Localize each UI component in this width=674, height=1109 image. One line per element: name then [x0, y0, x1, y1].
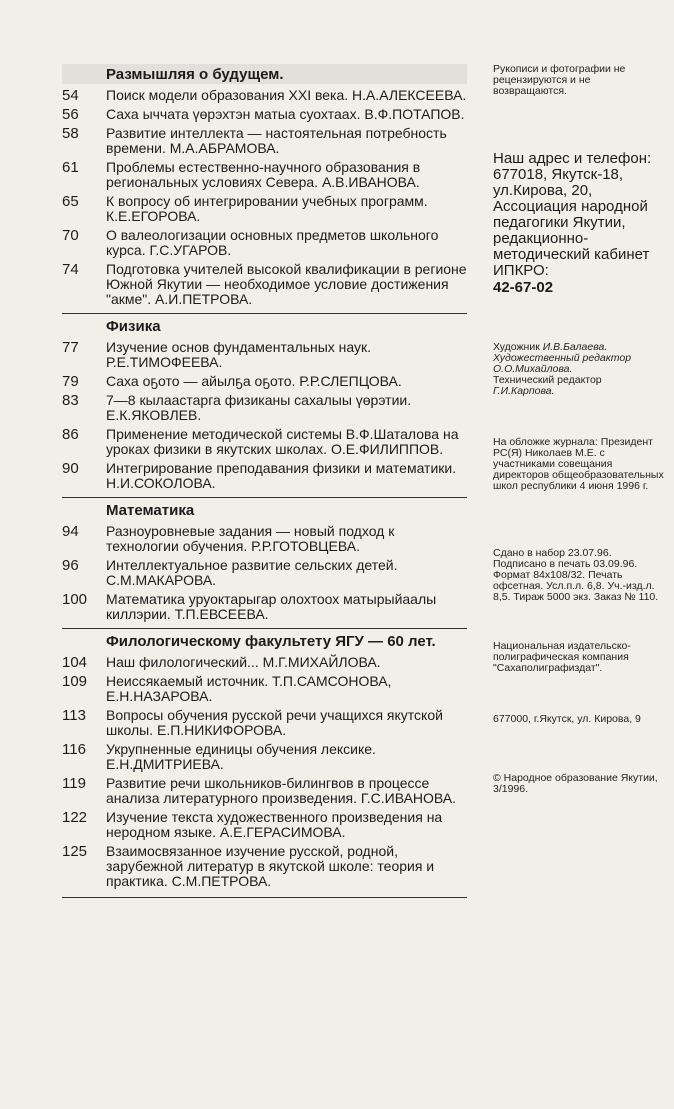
page-number: 122: [62, 809, 88, 826]
bottom-divider: [62, 897, 467, 898]
art-editor: Художественный редактор О.О.Михайлова.: [493, 352, 632, 375]
entry-text: Изучение основ фундаментальных наук. Р.Е.ТИМОФЕЕВА.: [106, 339, 372, 370]
toc-entry: [62, 160, 467, 190]
entry-text: Неиссякаемый источник. Т.П.САМСОНОВА, Е.Н.НАЗАРОВА.: [106, 673, 392, 704]
artist-name: И.В.Балаева.: [542, 341, 608, 353]
print-info: Сдано в набор 23.07.96. Подписано в печать 03.09.96. Формат 84х108/32. Печать офсетная. Усл.п.л. 6,8. Уч.-изд.л. 8,5. Тираж 5000 экз. Заказ № 110.: [493, 547, 659, 603]
copyright: © Народное образование Якутии, 3/1996.: [493, 772, 658, 795]
page-number: 113: [62, 707, 86, 724]
page-number: 61: [62, 159, 79, 176]
entry-text: К вопросу об интегрировании учебных программ. К.Е.ЕГОРОВА.: [106, 193, 428, 224]
toc-entry: [62, 228, 467, 258]
toc-entry: [62, 708, 467, 738]
section-title: Размышляя о будущем.: [62, 64, 467, 84]
entry-text: Применение методической системы В.Ф.Шаталова на уроках физики в якутских школах. О.Е.ФИЛИППОВ.: [106, 426, 459, 457]
publisher: Национальная издательско-полиграфическая компания "Сахаполиграфиздат".: [493, 640, 631, 674]
toc-entry: [62, 592, 467, 622]
entry-text: Развитие речи школьников-билингвов в процессе анализа литературного произведения. Г.С.ИВАНОВА.: [106, 775, 457, 806]
page-number: 96: [62, 557, 79, 574]
toc-entry: [62, 107, 467, 122]
toc-entry: [62, 340, 467, 370]
entry-text: Вопросы обучения русской речи учащихся якутской школы. Е.П.НИКИФОРОВА.: [106, 707, 443, 738]
toc-entry: [62, 427, 467, 457]
entry-text: Саха оҕото — айылҕа оҕото. Р.Р.СЛЕПЦОВА.: [106, 373, 402, 389]
page-number: 109: [62, 673, 88, 690]
entry-text: Разноуровневые задания — новый подход к технологии обучения. Р.Р.ГОТОВЦЕВА.: [106, 523, 395, 554]
imprint-column: [493, 64, 665, 795]
page-number: 79: [62, 373, 79, 390]
toc-entry: [62, 262, 467, 307]
manuscripts-note: Рукописи и фотографии не рецензируются и не возвращаются.: [493, 63, 626, 97]
entry-text: О валеологизации основных предметов школьного курса. Г.С.УГАРОВ.: [106, 227, 439, 258]
page-number: 90: [62, 460, 79, 477]
toc-entry: [62, 776, 467, 806]
toc-entry: [62, 742, 467, 772]
tech-editor-name: Г.И.Карпова.: [493, 385, 555, 397]
section-title: Математика: [106, 502, 195, 519]
editorial-phone: 42-67-02: [493, 279, 554, 296]
entry-text: Саха ыччата үөрэхтэн матыа суохтаах. В.Ф.ПОТАПОВ.: [106, 106, 465, 122]
entry-text: Подготовка учителей высокой квалификации в регионе Южной Якутии — необходимое условие достижения "акме". А.И.ПЕТРОВА.: [106, 261, 467, 307]
page-number: 116: [62, 741, 86, 758]
page-number: 119: [62, 775, 86, 792]
page-number: 70: [62, 227, 79, 244]
entry-text: Развитие интеллекта — настоятельная потребность времени. М.А.АБРАМОВА.: [106, 125, 447, 156]
page-number: 104: [62, 654, 88, 671]
entry-text: Интеллектуальное развитие сельских детей. С.М.МАКАРОВА.: [106, 557, 398, 588]
entry-text: Взаимосвязанное изучение русской, родной, зарубежной литератур в якутской школе: теория и практика. С.М.ПЕТРОВА.: [106, 843, 435, 889]
tech-editor-label: Технический редактор: [493, 374, 602, 386]
page-number: 83: [62, 392, 79, 409]
entry-text: Укрупненные единицы обучения лексике. Е.Н.ДМИТРИЕВА.: [106, 741, 376, 772]
toc-entry: [62, 655, 467, 670]
toc-entry: [62, 558, 467, 588]
page-number: 56: [62, 106, 79, 123]
cover-note: На обложке журнала: Президент РС(Я) Николаев М.Е. с участниками совещания директоров общеобразовательных школ республики 4 июня 1996 г.: [493, 436, 664, 492]
credits: [493, 342, 665, 397]
toc-entry: [62, 194, 467, 224]
entry-text: Наш филологический... М.Г.МИХАЙЛОВА.: [106, 654, 381, 670]
section-divider: [62, 313, 467, 314]
publisher-address: 677000, г.Якутск, ул. Кирова, 9: [493, 713, 641, 725]
toc-entry: [62, 393, 467, 423]
page-number: 100: [62, 591, 88, 608]
entry-text: Интегрирование преподавания физики и математики. Н.И.СОКОЛОВА.: [106, 460, 457, 491]
page-number: 74: [62, 261, 79, 278]
section-title: Физика: [106, 318, 161, 335]
page-number: 77: [62, 339, 79, 356]
page-number: 86: [62, 426, 79, 443]
section-title: Филологическому факультету ЯГУ — 60 лет.: [106, 633, 436, 650]
section-divider: [62, 628, 467, 629]
page-number: 65: [62, 193, 79, 210]
section-divider: [62, 497, 467, 498]
page-number: 94: [62, 523, 79, 540]
toc-entry: [62, 674, 467, 704]
toc-entry: [62, 524, 467, 554]
entry-text: Проблемы естественно-научного образования в региональных условиях Севера. А.В.ИВАНОВА.: [106, 159, 421, 190]
entry-text: Поиск модели образования XXI века. Н.А.АЛЕКСЕЕВА.: [106, 87, 467, 103]
toc-entry: [62, 810, 467, 840]
entry-text: 7—8 кылаастарга физиканы сахалыы үөрэтии. Е.К.ЯКОВЛЕВ.: [106, 392, 412, 423]
page-number: 125: [62, 843, 88, 860]
toc-entry: [62, 374, 467, 389]
toc-entry: [62, 88, 467, 103]
entry-text: Математика уруоктарыгар олохтоох матырыйаалы киллэрии. Т.П.ЕВСЕЕВА.: [106, 591, 437, 622]
editorial-address: Наш адрес и телефон: 677018, Якутск-18, ул.Кирова, 20, Ассоциация народной педагогики Якутии, редакционно-методический кабинет ИПКРО:: [493, 150, 652, 279]
entry-text: Изучение текста художественного произведения на неродном языке. А.Е.ГЕРАСИМОВА.: [106, 809, 443, 840]
toc-entry: [62, 844, 467, 889]
toc-entry: [62, 126, 467, 156]
artist-label: Художник: [493, 341, 540, 353]
toc-entry: [62, 461, 467, 491]
table-of-contents: [62, 64, 467, 902]
page-number: 54: [62, 87, 79, 104]
page-number: 58: [62, 125, 79, 142]
